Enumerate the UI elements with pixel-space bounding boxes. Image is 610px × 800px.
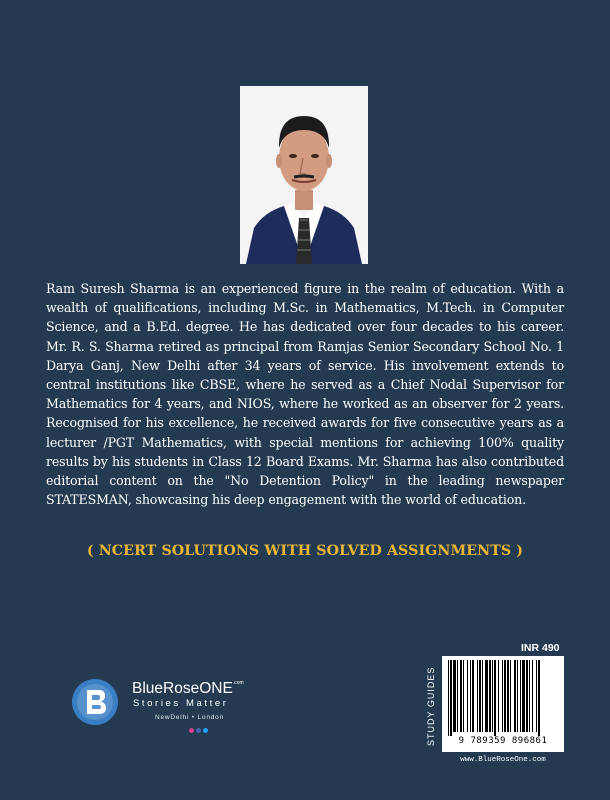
publisher-name-domain: .com [232,680,244,686]
publisher-slogan: Stories Matter [133,698,229,709]
barcode-bar [520,660,521,732]
author-photo [240,86,368,264]
barcode-bar [502,660,503,732]
facebook-icon [196,728,201,733]
isbn-number: 9 789359 896861 [458,736,548,746]
category-label: STUDY GUIDES [426,666,436,746]
price-label: INR 490 [521,642,560,654]
publisher-name-suffix: ONE [199,680,233,697]
book-tagline: ( NCERT SOLUTIONS WITH SOLVED ASSIGNMENTS ) [86,543,524,559]
publisher-name [132,680,244,698]
barcode-bar [463,660,464,732]
barcode-bar [460,660,462,732]
barcode-icon [442,656,564,736]
barcode-bar [532,660,533,732]
barcode-bar [507,660,509,732]
barcode-bar [457,660,458,732]
barcode-bar [482,660,483,732]
barcode-bar [492,660,493,732]
barcode-bar [538,660,540,736]
barcode-bar [453,660,456,732]
barcode-bar [517,660,518,732]
instagram-icon [189,728,194,733]
isbn-barcode [442,656,564,752]
barcode-bar [450,660,452,736]
barcode-bar [498,660,499,732]
barcode-bar [485,660,488,732]
barcode-bar [522,660,525,732]
barcode-bar [470,660,471,732]
barcode-bar [529,660,530,732]
twitter-icon [203,728,208,733]
barcode-bar [526,660,528,732]
bluerose-logo-icon [71,678,119,726]
barcode-bar [479,660,481,732]
author-bio: Ram Suresh Sharma is an experienced figure in the realm of education. With a wealth of qualifications, including M.Sc. in Mathematics, M.Tech. in Computer Science, and a B.Ed. degree. He has dedicated over four decades to his career. Mr. R. S. Sharma retired as principal from Ramjas Senior Secondary School No. 1 Darya Ganj, New Delhi after 34 years of service. His involvement extends to central institutions like CBSE, where he served as a Chief Nodal Supervisor for Mathematics for 4 years, and NIOS, where he worked as an observer for 2 years. Recognised for his excellence, he received awards for five consecutive years as a lecturer /PGT Mathematics, with special mentions for achieving 100% quality results by his students in Class 12 Board Exams. Mr. Sharma has also contributed editorial content on the "No Detention Policy" in the leading newspaper STATESMAN, showcasing his deep engagement with the world of education. [46,281,564,508]
publisher-cities: NewDelhi • London [155,714,224,721]
barcode-bar [477,660,478,732]
barcode-bar [489,660,491,732]
barcode-bar [494,660,496,736]
publisher-name-main: BlueRose [132,680,200,697]
barcode-bar [472,660,474,732]
barcode-bar [448,660,449,736]
social-icons [189,728,208,733]
barcode-bar [536,660,537,732]
barcode-bar [510,660,511,732]
barcode-bar [467,660,468,732]
publisher-website: www.BlueRoseOne.com [460,756,546,764]
barcode-bar [514,660,516,732]
barcode-bar [504,660,506,732]
